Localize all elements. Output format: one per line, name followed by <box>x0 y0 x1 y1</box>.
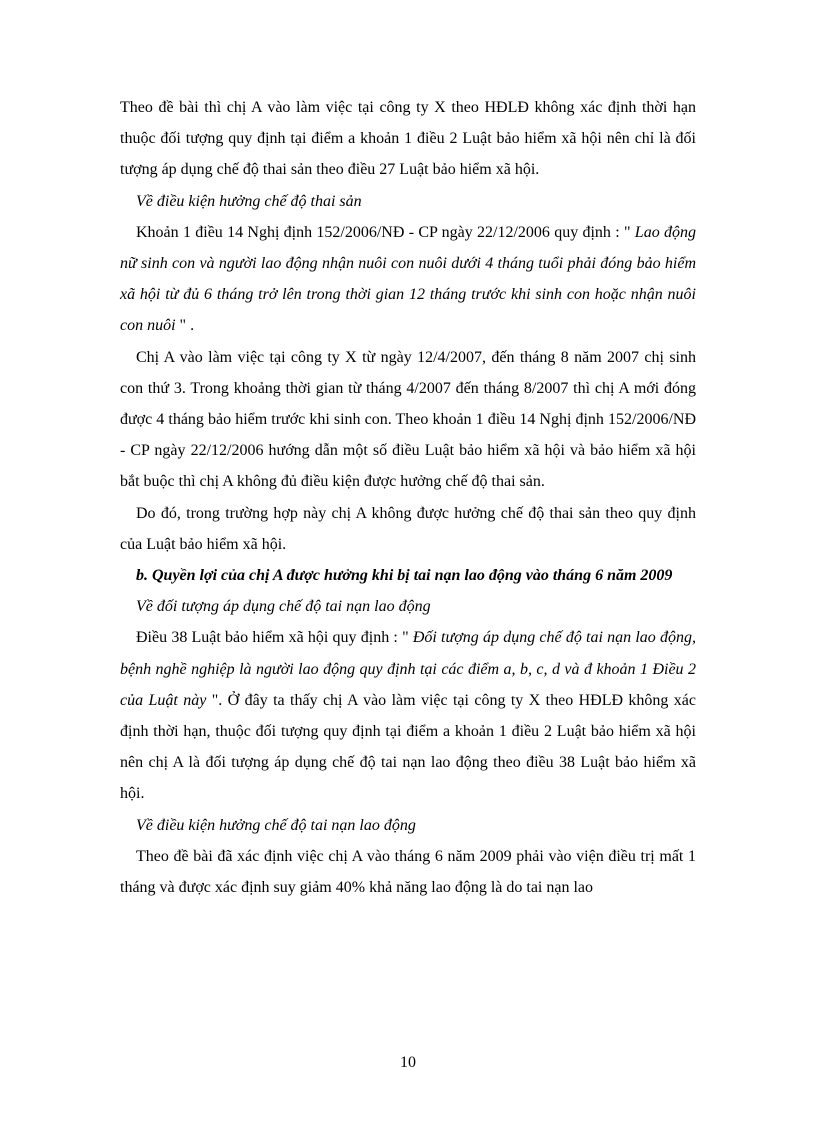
subheading-accident-subjects: Về đối tượng áp dụng chế độ tai nạn lao động <box>136 598 431 616</box>
article-38-quote: Đối tượng áp dụng chế độ tai nạn lao động, bệnh nghề nghiệp là người lao động quy định tại các điểm a, b, c, d và đ khoản 1 Điều 2 của Luật này <box>120 629 697 709</box>
article-38-intro: Điều 38 Luật bảo hiểm xã hội quy định : " <box>136 629 413 647</box>
paragraph-case-analysis: Chị A vào làm việc tại công ty X từ ngày 12/4/2007, đến tháng 8 năm 2007 chị sinh con thứ 3. Trong khoảng thời gian từ tháng 4/2007 đến tháng 8/2007 thì chị A mới đóng được 4 tháng bảo hiểm trước khi sinh con. Theo khoản 1 điều 14 Nghị định 152/2006/NĐ - CP ngày 22/12/2006 hướng dẫn một số điều Luật bảo hiểm xã hội và bảo hiểm xã hội bắt buộc thì chị A không đủ điều kiện được hưởng chế độ thai sản. <box>120 348 696 491</box>
paragraph-decree-clause <box>120 217 696 342</box>
paragraph-conclusion: Do đó, trong trường hợp này chị A không được hưởng chế độ thai sản theo quy định của Luật bảo hiểm xã hội. <box>120 504 696 553</box>
decree-clause-quote: Lao động nữ sinh con và người lao động nhận nuôi con nuôi dưới 4 tháng tuổi phải đóng bảo hiểm xã hội từ đủ 6 tháng trở lên trong thời gian 12 tháng trước khi sinh con hoặc nhận nuôi con nuôi <box>120 223 696 335</box>
article-38-analysis: ". Ở đây ta thấy chị A vào làm việc tại công ty X theo HĐLĐ không xác định thời hạn, thuộc đối tượng quy định tại điểm a khoản 1 điều 2 Luật bảo hiểm xã hội nên chị A là đối tượng áp dụng chế độ tai nạn lao động theo điều 38 Luật bảo hiểm xã hội. <box>120 691 696 803</box>
section-heading-b: b. Quyền lợi của chị A được hưởng khi bị tai nạn lao động vào tháng 6 năm 2009 <box>136 567 673 585</box>
paragraph-article-38 <box>120 622 696 809</box>
decree-clause-intro: Khoản 1 điều 14 Nghị định 152/2006/NĐ - CP ngày 22/12/2006 quy định : " <box>136 223 635 241</box>
document-body <box>120 92 696 903</box>
page-number: 10 <box>400 1054 416 1071</box>
subheading-accident-conditions: Về điều kiện hưởng chế độ tai nạn lao động <box>136 816 416 834</box>
paragraph-intro: Theo đề bài thì chị A vào làm việc tại công ty X theo HĐLĐ không xác định thời hạn thuộc đối tượng quy định tại điểm a khoản 1 điều 2 Luật bảo hiểm xã hội nên chỉ là đối tượng áp dụng chế độ thai sản theo điều 27 Luật bảo hiểm xã hội. <box>120 99 696 179</box>
decree-clause-end: " . <box>175 317 195 335</box>
subheading-maternity-conditions: Về điều kiện hưởng chế độ thai sản <box>136 192 362 210</box>
paragraph-accident-facts: Theo đề bài đã xác định việc chị A vào tháng 6 năm 2009 phải vào viện điều trị mất 1 tháng và được xác định suy giảm 40% khả năng lao động là do tai nạn lao <box>120 847 696 897</box>
